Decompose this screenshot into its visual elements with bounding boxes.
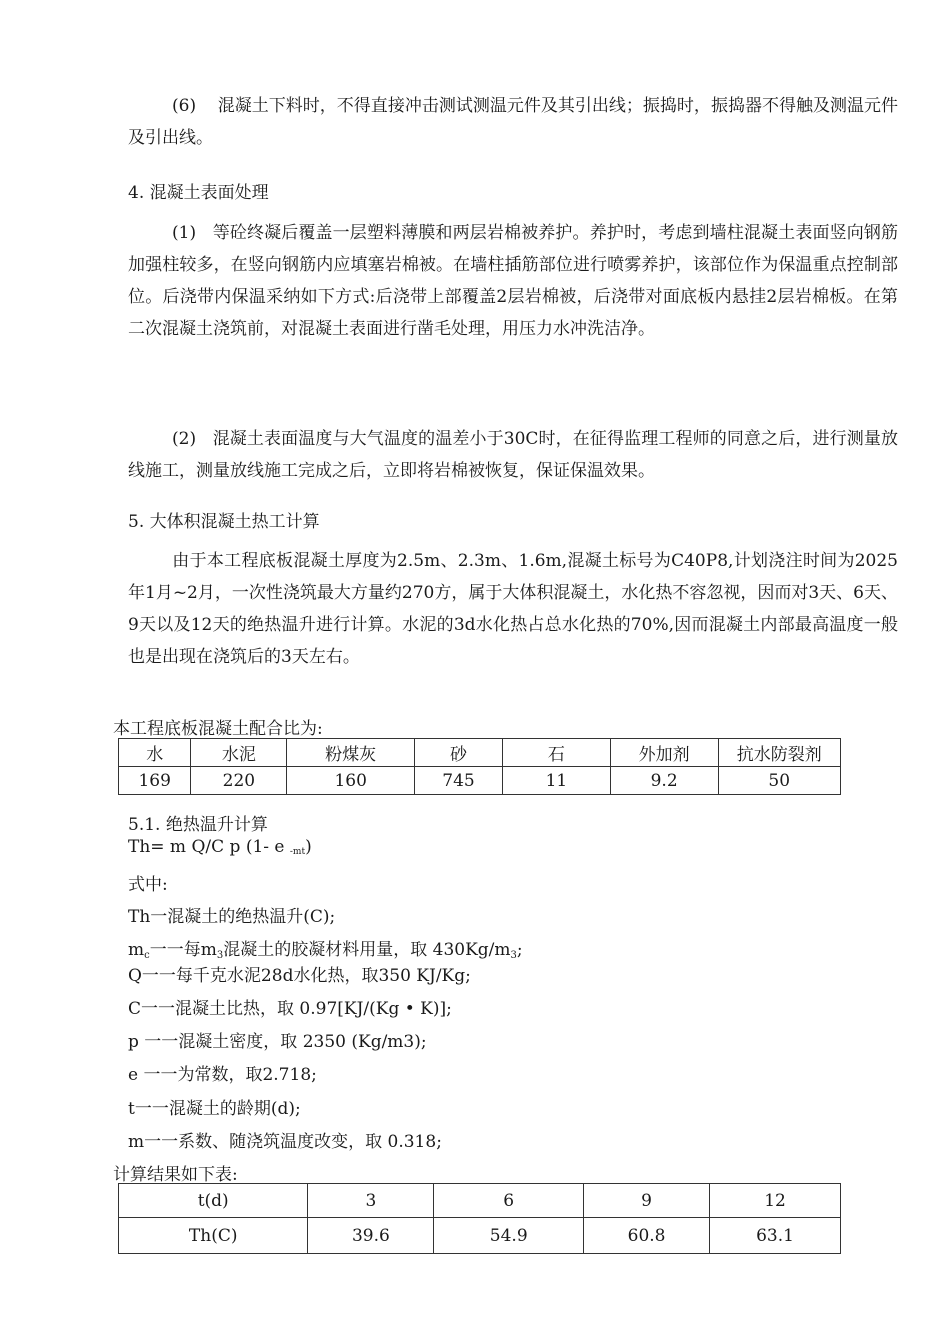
paragraph-6-text: 混凝土下料时，不得直接冲击测试测温元件及其引出线；振捣时，振捣器不得触及测温元件及引出线。 bbox=[128, 96, 899, 148]
formula-exponent: -mt bbox=[289, 847, 306, 857]
mix-header-cell: 水泥 bbox=[191, 739, 287, 767]
definition-th: Th一混凝土的绝热温升(C); bbox=[128, 907, 336, 927]
result-cell: 63.1 bbox=[710, 1218, 841, 1254]
result-table-caption: 计算结果如下表: bbox=[113, 1165, 238, 1185]
mix-value-cell: 9.2 bbox=[610, 767, 718, 795]
mix-value-cell: 745 bbox=[414, 767, 502, 795]
result-cell: Th(C) bbox=[119, 1218, 308, 1254]
mix-header-cell: 抗水防裂剂 bbox=[718, 739, 841, 767]
paragraph-4-1-label: (1) bbox=[172, 223, 197, 243]
mc-subscript-3: 3 bbox=[510, 950, 517, 961]
definition-m: m一一系数、随浇筑温度改变，取 0.318; bbox=[128, 1132, 442, 1152]
result-cell: 39.6 bbox=[308, 1218, 434, 1254]
mc-text-b: 混凝土的胶凝材料用量，取 430Kg/m bbox=[223, 940, 511, 960]
mix-header-cell: 砂 bbox=[414, 739, 502, 767]
mix-header-cell: 外加剂 bbox=[610, 739, 718, 767]
formula-main: Th= m Q/C p (1- e bbox=[128, 837, 290, 857]
result-cell: 60.8 bbox=[584, 1218, 710, 1254]
definition-t: t一一混凝土的龄期(d); bbox=[128, 1099, 301, 1119]
result-table-age-row bbox=[119, 1184, 841, 1218]
definition-p: p 一一混凝土密度，取 2350 (Kg/m3); bbox=[128, 1032, 427, 1052]
definition-e: e 一一为常数，取2.718; bbox=[128, 1065, 317, 1085]
mix-ratio-table bbox=[118, 738, 841, 795]
paragraph-5 bbox=[128, 545, 898, 673]
result-cell: 6 bbox=[434, 1184, 584, 1218]
heading-5: 5. 大体积混凝土热工计算 bbox=[128, 512, 320, 532]
paragraph-6-label: (6) bbox=[172, 96, 197, 116]
mix-header-cell: 粉煤灰 bbox=[287, 739, 415, 767]
result-cell: 9 bbox=[584, 1184, 710, 1218]
result-table-temp-row bbox=[119, 1218, 841, 1254]
paragraph-5-text: 由于本工程底板混凝土厚度为2.5m、2.3m、1.6m,混凝土标号为C40P8,计划浇注时间为2025年1月~2月，一次性浇筑最大方量约270方，属于大体积混凝土，水化热不容忽视，因而对3天、6天、9天以及12天的绝热温升进行计算。水泥的3d水化热占总水化热的70%,因而混凝土内部最高温度一般也是出现在浇筑后的3天左右。 bbox=[128, 551, 898, 667]
mc-text-a: 一一每m bbox=[149, 940, 217, 960]
mix-value-cell: 160 bbox=[287, 767, 415, 795]
formula bbox=[128, 832, 312, 867]
paragraph-4-2-text: 混凝土表面温度与大气温度的温差小于30C时，在征得监理工程师的同意之后，进行测量放线施工，测量放线施工完成之后，立即将岩棉被恢复，保证保温效果。 bbox=[128, 429, 899, 481]
mix-value-cell: 169 bbox=[119, 767, 191, 795]
formula-end: ) bbox=[305, 837, 312, 857]
definition-c: C一一混凝土比热，取 0.97[KJ/(Kg • K)]; bbox=[128, 999, 452, 1019]
paragraph-4-1 bbox=[128, 217, 898, 345]
mc-subscript-2: 3 bbox=[216, 950, 224, 961]
heading-5-1: 5.1. 绝热温升计算 bbox=[128, 815, 268, 835]
paragraph-4-2 bbox=[128, 423, 898, 487]
heading-4: 4. 混凝土表面处理 bbox=[128, 183, 269, 203]
mc-text-c: ; bbox=[516, 940, 523, 960]
mix-header-cell: 水 bbox=[119, 739, 191, 767]
paragraph-4-2-label: (2) bbox=[172, 429, 197, 449]
mix-table-caption: 本工程底板混凝土配合比为: bbox=[113, 719, 323, 739]
paragraph-6 bbox=[128, 90, 898, 154]
result-table bbox=[118, 1183, 841, 1254]
paragraph-4-1-text: 等砼终凝后覆盖一层塑料薄膜和两层岩棉被养护。养护时，考虑到墙柱混凝土表面竖向钢筋加强柱较多，在竖向钢筋内应填塞岩棉被。在墙柱插筋部位进行喷雾养护，该部位作为保温重点控制部位。后浇带内保温采纳如下方式:后浇带上部覆盖2层岩棉被，后浇带对面底板内悬挂2层岩棉板。在第二次混凝土浇筑前，对混凝土表面进行凿毛处理，用压力水冲洗洁净。 bbox=[128, 223, 898, 339]
mc-subscript: c bbox=[144, 950, 150, 961]
definition-q: Q一一每千克水泥28d水化热，取350 KJ/Kg; bbox=[128, 966, 471, 986]
result-cell: t(d) bbox=[119, 1184, 308, 1218]
mix-value-cell: 50 bbox=[718, 767, 841, 795]
result-cell: 12 bbox=[710, 1184, 841, 1218]
mix-value-cell: 11 bbox=[503, 767, 611, 795]
result-cell: 3 bbox=[308, 1184, 434, 1218]
mix-value-cell: 220 bbox=[191, 767, 287, 795]
where-label: 式中: bbox=[128, 875, 168, 895]
mc-symbol: m bbox=[128, 940, 145, 960]
mix-table-value-row bbox=[119, 767, 841, 795]
mix-table-header-row bbox=[119, 739, 841, 767]
mix-header-cell: 石 bbox=[503, 739, 611, 767]
result-cell: 54.9 bbox=[434, 1218, 584, 1254]
